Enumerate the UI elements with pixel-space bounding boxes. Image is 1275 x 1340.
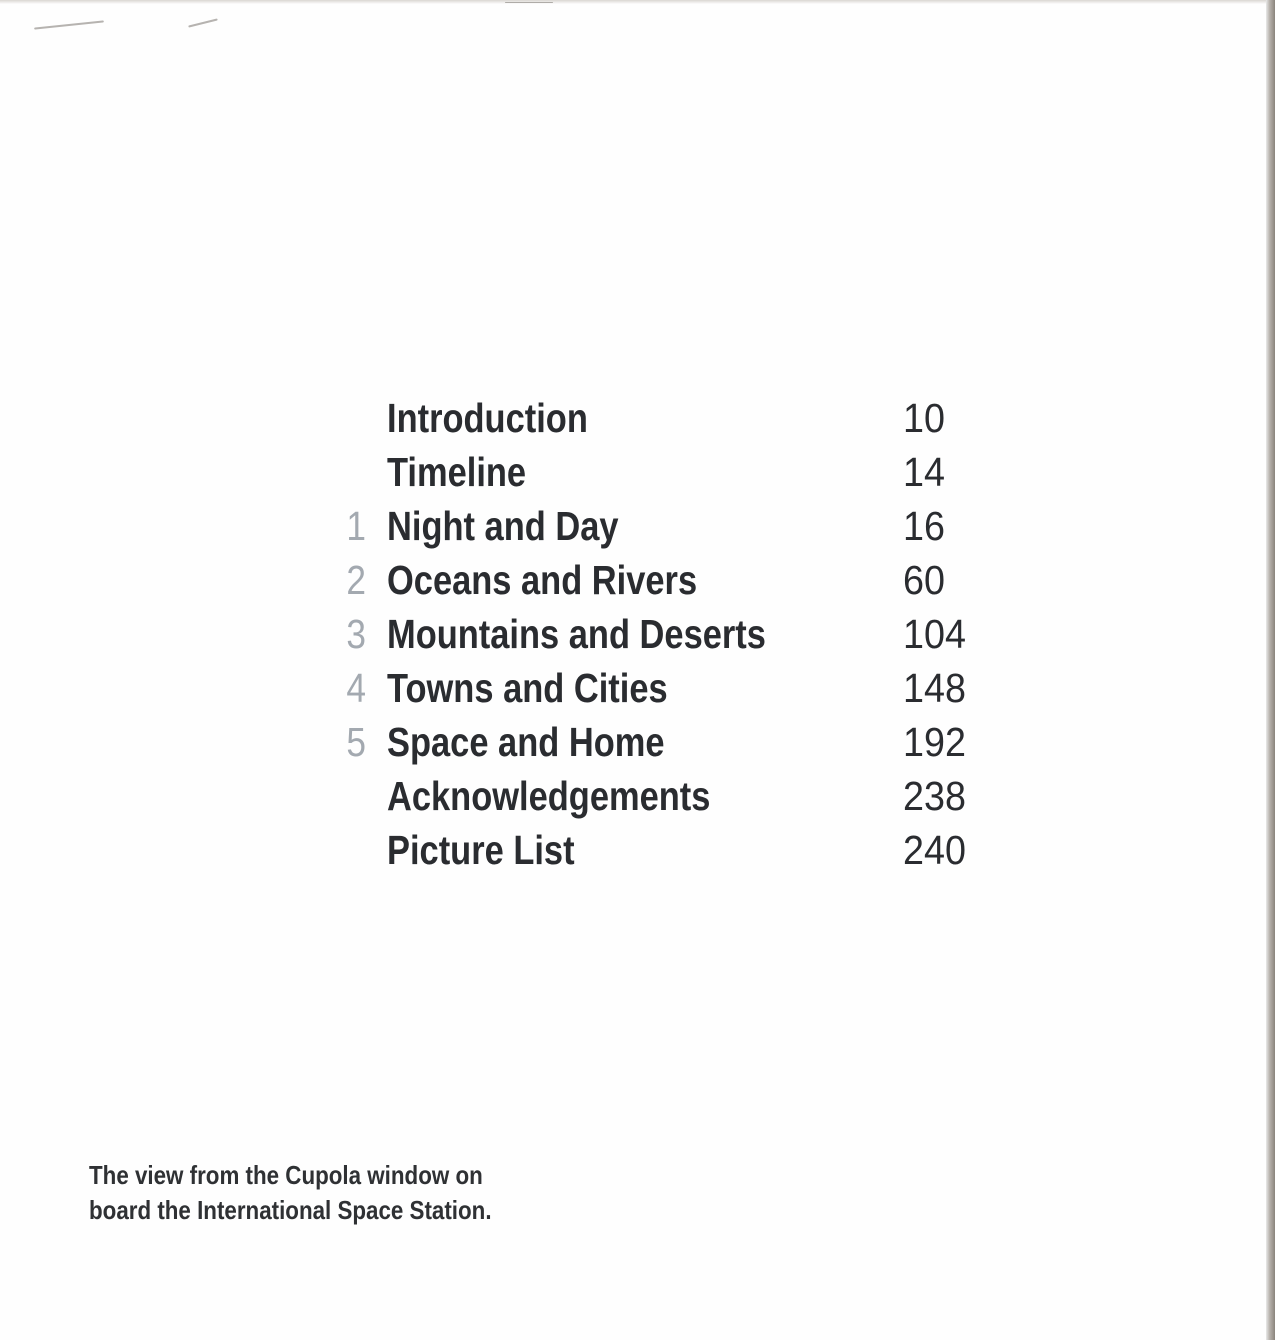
- toc-page-number: 60: [903, 557, 945, 603]
- toc-chapter-number: 2: [346, 557, 366, 603]
- toc-page-number: 14: [903, 449, 945, 495]
- toc-entry-title: Introduction: [387, 395, 588, 441]
- toc-chapter-number: 4: [346, 665, 366, 711]
- toc-chapter-number: 5: [346, 719, 366, 765]
- photo-caption: [89, 1158, 571, 1228]
- toc-entry-title: Night and Day: [387, 503, 619, 549]
- toc-page-number: 192: [903, 719, 966, 765]
- toc-page-number: 238: [903, 773, 966, 819]
- toc-entry-title: Oceans and Rivers: [387, 557, 698, 603]
- toc-page-number: 148: [903, 665, 966, 711]
- toc-row[interactable]: [330, 823, 990, 877]
- caption-line: board the International Space Station.: [89, 1195, 492, 1225]
- toc-row[interactable]: [330, 607, 990, 661]
- toc-entry-title: Mountains and Deserts: [387, 611, 766, 657]
- toc-entry-title: Picture List: [387, 827, 575, 873]
- toc-chapter-number: 1: [346, 503, 366, 549]
- toc-row[interactable]: [330, 715, 990, 769]
- toc-entry-title: Acknowledgements: [387, 773, 711, 819]
- toc-row[interactable]: [330, 553, 990, 607]
- toc-row[interactable]: [330, 499, 990, 553]
- toc-page-number: 10: [903, 395, 945, 441]
- toc-page-number: 104: [903, 611, 966, 657]
- toc-row[interactable]: [330, 661, 990, 715]
- toc-entry-title: Space and Home: [387, 719, 665, 765]
- toc-row[interactable]: [330, 445, 990, 499]
- caption-line: The view from the Cupola window on: [89, 1160, 483, 1190]
- toc-page-number: 16: [903, 503, 945, 549]
- toc-chapter-number: 3: [346, 611, 366, 657]
- toc-entry-title: Towns and Cities: [387, 665, 668, 711]
- toc-page-number: 240: [903, 827, 966, 873]
- toc-row[interactable]: [330, 769, 990, 823]
- toc-entry-title: Timeline: [387, 449, 527, 495]
- toc-row[interactable]: [330, 391, 990, 445]
